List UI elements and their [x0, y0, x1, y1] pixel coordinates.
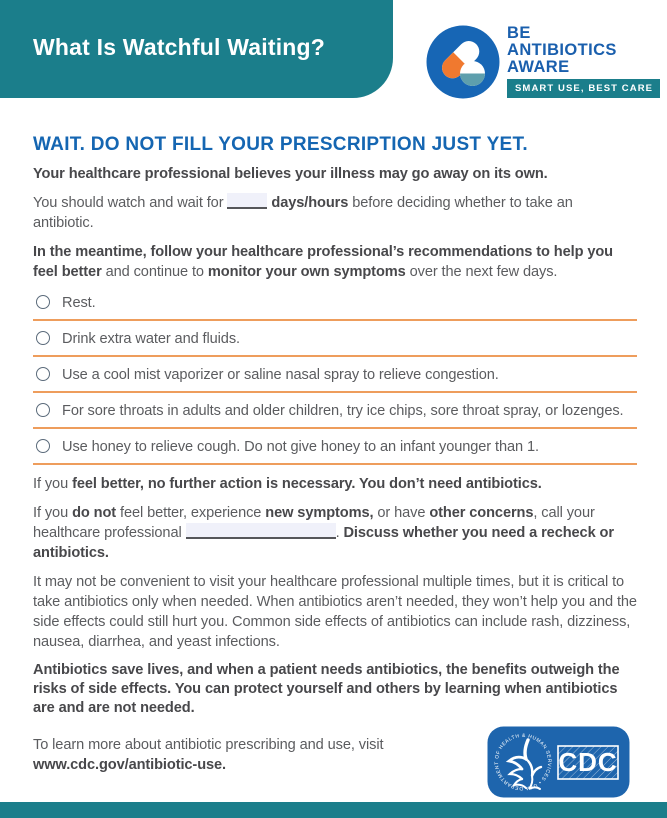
checkbox-circle-icon: [36, 367, 50, 381]
text-run: , call your healthcare professional: [33, 505, 595, 541]
not-better-paragraph: [33, 503, 637, 563]
checklist-item: [33, 357, 637, 393]
checklist-item: [33, 393, 637, 429]
logo-tagline: SMART USE, BEST CARE: [507, 79, 660, 98]
header-banner: [0, 0, 393, 98]
checklist-item-label: Use honey to relieve cough. Do not give honey to an infant younger than 1.: [62, 439, 539, 455]
save-lives-paragraph: Antibiotics save lives, and when a patient needs antibiotics, the benefits outweigh the risks of side effects. You can protect yourself and others by learning when antibiotics are and are not needed.: [33, 662, 620, 716]
text-run: other concerns: [429, 505, 534, 521]
text-run: and continue to: [101, 264, 208, 280]
footer: [33, 726, 637, 798]
watch-wait-paragraph: [33, 193, 637, 233]
text-run: Discuss whether you need a recheck or antibiotics.: [33, 525, 614, 561]
main-heading: WAIT. DO NOT FILL YOUR PRESCRIPTION JUST YET.: [33, 134, 528, 155]
checklist-item-label: Use a cool mist vaporizer or saline nasal spray to relieve congestion.: [62, 367, 499, 383]
checklist-item: [33, 321, 637, 357]
cdc-abbr-text: CDC: [558, 747, 618, 777]
learn-more-paragraph: [33, 735, 463, 775]
days-hours-blank-field[interactable]: [227, 193, 267, 209]
pill-icon: [426, 25, 500, 99]
be-antibiotics-aware-logo: [426, 25, 660, 99]
checklist-item: [33, 285, 637, 321]
checkbox-circle-icon: [36, 295, 50, 309]
text-run: You should watch and wait for: [33, 195, 228, 211]
text-run: If you: [33, 505, 73, 521]
flyer-body: [0, 135, 667, 798]
logo-line-aware: AWARE: [507, 58, 570, 76]
checkbox-circle-icon: [36, 403, 50, 417]
checklist-item: [33, 429, 637, 465]
logo-line-be: BE: [507, 24, 531, 42]
text-run: monitor your own symptoms: [207, 264, 406, 280]
header: [0, 0, 667, 98]
text-run: feel better, no further action is necessary. You don’t need antibiotics.: [72, 476, 542, 492]
checkbox-circle-icon: [36, 439, 50, 453]
checkbox-circle-icon: [36, 331, 50, 345]
intro-paragraph: Your healthcare professional believes your illness may go away on its own.: [33, 166, 548, 182]
cdc-logo: [487, 726, 630, 798]
text-run: do not: [72, 505, 117, 521]
hhs-seal-ring-text: DEPARTMENT OF HEALTH & HUMAN SERVICES • USA: [494, 732, 553, 792]
text-run: or have: [373, 505, 430, 521]
text-run: feel better, experience: [116, 505, 266, 521]
text-run: before deciding whether to take an antibiotic.: [33, 195, 573, 231]
cdc-url-link[interactable]: www.cdc.gov/antibiotic-use.: [33, 757, 226, 773]
page-title: What Is Watchful Waiting?: [33, 33, 326, 60]
checklist-item-label: Drink extra water and fluids.: [62, 331, 240, 347]
phone-blank-field[interactable]: [186, 523, 336, 539]
text-run: over the next few days.: [405, 264, 558, 280]
text-run: If you: [33, 476, 73, 492]
logo-line-antibiotics: ANTIBIOTICS: [507, 41, 617, 59]
checklist: [33, 285, 637, 465]
footer-bar: [0, 802, 667, 818]
checklist-item-label: Rest.: [62, 295, 96, 311]
convenient-paragraph: It may not be convenient to visit your healthcare professional multiple times, but it is critical to take antibiotics only when needed. When antibiotics aren’t needed, they won’t help you and the side effects could still hurt you. Common side effects of antibiotics can include rash, dizziness, nausea, diarrhea, and yeast infections.: [33, 574, 637, 650]
text-run: days/hours: [271, 195, 349, 211]
meantime-paragraph: [33, 242, 637, 282]
text-run: In the meantime, follow your healthcare professional’s recommendations to help you feel better: [33, 244, 613, 280]
text-run: new symptoms,: [265, 505, 374, 521]
logo-wordmark: [507, 25, 660, 98]
checklist-item-label: For sore throats in adults and older children, try ice chips, sore throat spray, or lozenges.: [62, 403, 624, 419]
feel-better-paragraph: [33, 474, 637, 494]
text-run: .: [335, 525, 344, 541]
text-run: To learn more about antibiotic prescribing and use, visit: [33, 737, 384, 753]
